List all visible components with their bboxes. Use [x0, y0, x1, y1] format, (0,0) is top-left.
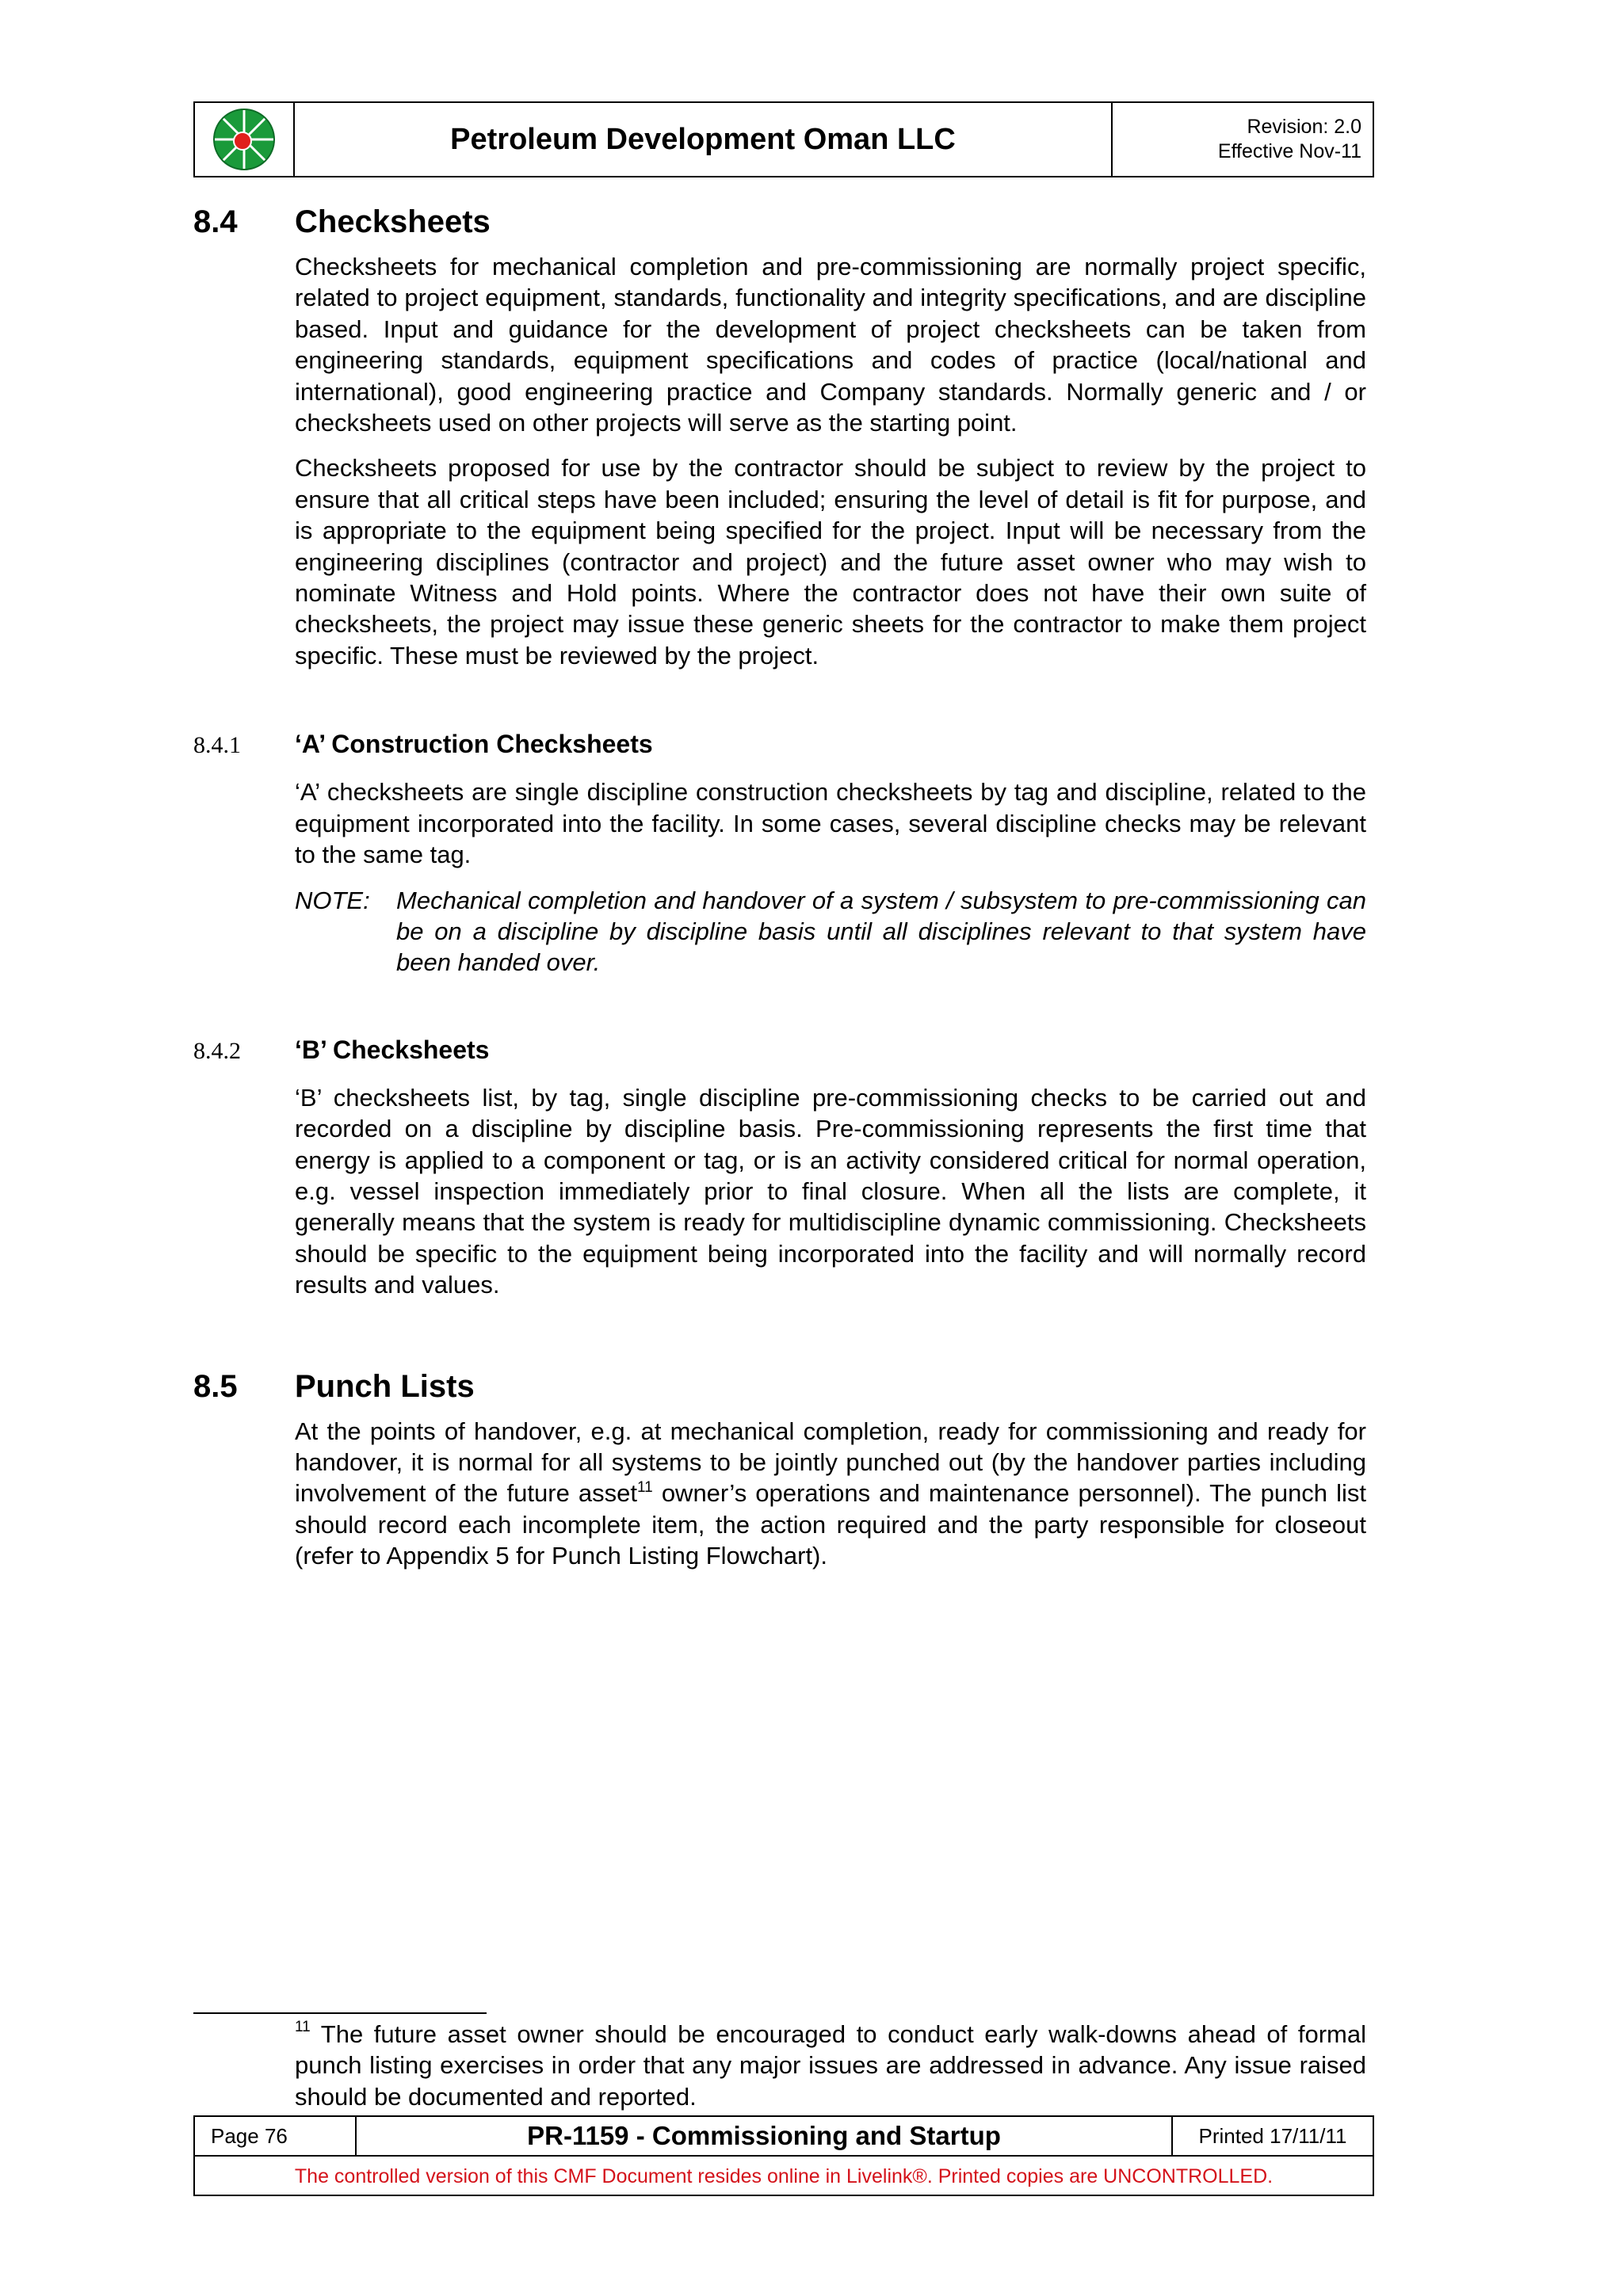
printed-date: Printed 17/11/11: [1198, 2123, 1347, 2148]
footnote: [295, 2019, 1366, 2112]
paragraph: Checksheets proposed for use by the contractor should be subject to review by the project to ensure that all critical steps have been included; ensuring the level of detail is fit for purpose, and is appropriate to the equipment being specified for the project. Input will be necessary from the engineering disciplines (contractor and project) and the future asset owner who may wish to nominate Witness and Hold points. Where the contractor does not have their own suite of checksheets, the project may issue these generic sheets for the contractor to make them project specific. These must be reviewed by the project.: [295, 454, 1366, 669]
section-8-5-heading: [193, 1369, 1366, 1405]
paragraph: Checksheets for mechanical completion and pre-commissioning are normally project specific, related to project equipment, standards, functionality and integrity specifications, and are discipline based. Input and guidance for the development of project checksheets can be taken from engineering standards, equipment specifications and codes of practice (local/national and international), good engineering practice and Company standards. Normally generic and / or checksheets used on other projects will serve as the starting point.: [295, 253, 1366, 437]
document-title: PR-1159 - Commissioning and Startup: [357, 2117, 1173, 2155]
section-number: 8.4.2: [193, 1037, 241, 1064]
note-label: NOTE:: [295, 886, 370, 914]
page-number: Page 76: [195, 2117, 357, 2155]
section-title: ‘A’ Construction Checksheets: [295, 730, 653, 759]
revision-cell: [1113, 103, 1373, 176]
company-name: Petroleum Development Oman LLC: [295, 103, 1113, 176]
section-number: 8.4.1: [193, 732, 241, 759]
paragraph-text: owner’s operations and maintenance personnel). The punch list should record each incomplete item, the action required and the party responsible for closeout (refer to Appendix 5 for Punch Listing Flowchart).: [295, 1479, 1367, 1570]
logo-cell: [195, 103, 295, 176]
page-footer: [193, 2115, 1374, 2196]
section-title: Checksheets: [295, 204, 491, 239]
footnote-marker: 11: [295, 2019, 311, 2035]
section-title: Punch Lists: [295, 1368, 475, 1404]
section-number: 8.5: [193, 1368, 238, 1404]
footnote-reference[interactable]: 11: [637, 1479, 653, 1497]
note: [295, 885, 1366, 978]
section-8-4-2-heading: [193, 1035, 1366, 1065]
page-header: [193, 101, 1374, 177]
paragraph: [295, 1416, 1366, 1572]
revision: Revision: 2.0: [1247, 116, 1361, 138]
pdo-logo-icon: [211, 106, 277, 173]
paragraph: ‘A’ checksheets are single discipline construction checksheets by tag and discipline, related to the equipment incorporated into the facility. In some cases, several discipline checks may be relevant to the same tag.: [295, 778, 1366, 869]
note-text: Mechanical completion and handover of a system / subsystem to pre-commissioning can be on a discipline by discipline basis until all disciplines relevant to that system have been handed over.: [396, 886, 1366, 977]
main-content: [193, 204, 1366, 1572]
section-title: ‘B’ Checksheets: [295, 1035, 490, 1064]
controlled-copy-disclaimer: The controlled version of this CMF Document resides online in Livelink®. Printed copies are UNCONTROLLED.: [294, 2164, 1274, 2187]
footnote-text: The future asset owner should be encouraged to conduct early walk-downs ahead of formal punch listing exercises in order that any major issues are addressed in advance. Any issue raised should be documented and reported.: [295, 2020, 1366, 2111]
section-8-4-1-heading: [193, 730, 1366, 759]
footnote-divider: [193, 2012, 487, 2014]
paragraph-text: At the points of handover, e.g. at mechanical completion, ready for commissioning and ready for handover, it is normal for all systems to be jointly punched out (by the handover parties including involvement of the future asset: [295, 1417, 1366, 1508]
footer-row: [195, 2117, 1373, 2157]
section-number: 8.4: [193, 204, 238, 239]
paragraph: ‘B’ checksheets list, by tag, single discipline pre-commissioning checks to be carried out and recorded on a discipline by discipline basis. Pre-commissioning represents the first time that energy is applied to a component or tag, or is an activity considered critical for normal operation, e.g. vessel inspection immediately prior to final closure. When all the lists are complete, it generally means that the system is ready for multidiscipline dynamic commissioning. Checksheets should be specific to the equipment being incorporated into the facility and will normally record results and values.: [295, 1083, 1366, 1299]
section-8-4-heading: [193, 204, 1366, 240]
effective-date: Effective Nov-11: [1217, 140, 1361, 162]
